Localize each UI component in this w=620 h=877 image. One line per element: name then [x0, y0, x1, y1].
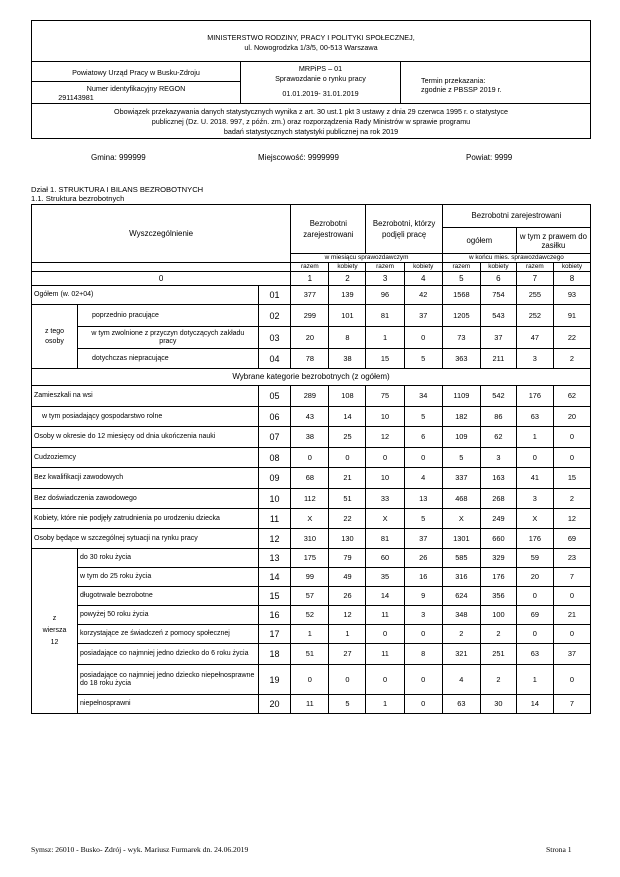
cell: 52 — [291, 606, 329, 625]
cell: 41 — [516, 468, 553, 489]
row-label: długotrwale bezrobotne — [78, 587, 259, 606]
cell: 249 — [480, 509, 516, 529]
office-name: Powiatowy Urząd Pracy w Busku-Zdroju — [72, 68, 200, 77]
cell: 0 — [366, 665, 404, 695]
cell: 1 — [516, 665, 553, 695]
cell: 34 — [404, 386, 442, 407]
cell: 0 — [553, 625, 590, 644]
cell: 1 — [291, 625, 329, 644]
cell: 4 — [404, 468, 442, 489]
cell: 23 — [553, 549, 590, 568]
cell: 1568 — [442, 286, 480, 305]
cell: 75 — [366, 386, 404, 407]
cell: 585 — [442, 549, 480, 568]
cell: 0 — [291, 448, 329, 468]
cell: 69 — [516, 606, 553, 625]
cell: 14 — [516, 695, 553, 714]
cell: 26 — [404, 549, 442, 568]
header-kobiety: kobiety — [329, 263, 366, 272]
cell: 3 — [480, 448, 516, 468]
cell: 79 — [329, 549, 366, 568]
cell: 62 — [553, 386, 590, 407]
cell: 51 — [291, 644, 329, 665]
header-ogolem: ogółem — [442, 228, 516, 254]
cell: 10 — [366, 407, 404, 427]
wyszczegolnienie-header: Wyszczególnienie — [32, 205, 291, 263]
cell: 96 — [366, 286, 404, 305]
cell: 329 — [480, 549, 516, 568]
col-number: 5 — [442, 272, 480, 286]
cell: 0 — [329, 448, 366, 468]
cell: 5 — [404, 509, 442, 529]
cell: 268 — [480, 489, 516, 509]
cell: 11 — [291, 695, 329, 714]
row-label: Bez doświadczenia zawodowego — [32, 489, 259, 509]
regon-value: 291143981 — [58, 93, 94, 102]
table-row — [32, 529, 591, 549]
header-kobiety: kobiety — [480, 263, 516, 272]
cell: 43 — [291, 407, 329, 427]
row-code: 02 — [258, 305, 291, 327]
table-row — [32, 286, 591, 305]
row-code: 19 — [258, 665, 291, 695]
cell: 51 — [329, 489, 366, 509]
table-row — [32, 587, 591, 606]
row-label: w tym posiadający gospodarstwo rolne — [32, 407, 259, 427]
cell: 0 — [404, 625, 442, 644]
cell: 211 — [480, 349, 516, 369]
report-period: 01.01.2019- 31.01.2019 — [282, 89, 359, 98]
cell: 252 — [516, 305, 553, 327]
table-row — [32, 549, 591, 568]
cell: 0 — [516, 448, 553, 468]
cell: 73 — [442, 327, 480, 349]
cell: 660 — [480, 529, 516, 549]
row-code: 13 — [258, 549, 291, 568]
col-number: 4 — [404, 272, 442, 286]
gmina: Gmina: 999999 — [91, 153, 146, 162]
row-label: do 30 roku życia — [78, 549, 259, 568]
cell: 2 — [480, 665, 516, 695]
cell: 5 — [329, 695, 366, 714]
footer-page-number: Strona 1 — [546, 845, 572, 854]
cell: X — [366, 509, 404, 529]
legal-line-1: Obowiązek przekazywania danych statystycznych wynika z art. 30 ust.1 pkt 3 ustawy z dnia 29 czerwca 1995 r. o statystyce — [114, 107, 508, 116]
table-row — [32, 407, 591, 427]
cell: 47 — [516, 327, 553, 349]
table-row — [32, 427, 591, 448]
cell: 21 — [329, 468, 366, 489]
regon-label: Numer identyfikacyjny REGON — [86, 84, 186, 93]
form-code: MRPiPS – 01 — [298, 64, 343, 73]
row-code: 03 — [258, 327, 291, 349]
cell: 0 — [291, 665, 329, 695]
row-label: Osoby w okresie do 12 miesięcy od dnia ukończenia nauki — [32, 427, 259, 448]
row-label: Bez kwalifikacji zawodowych — [32, 468, 259, 489]
table-row — [32, 568, 591, 587]
cell: 68 — [291, 468, 329, 489]
row-label: Ogółem (w. 02+04) — [32, 286, 259, 305]
col-number: 3 — [366, 272, 404, 286]
header-bezrobotni-zarejestrowani: Bezrobotni zarejestrowani — [291, 205, 366, 254]
footer-left: Symsz: 26010 - Busko- Zdrój - wyk. Mariusz Furmarek dn. 24.06.2019 — [31, 845, 249, 854]
cell: 0 — [366, 448, 404, 468]
row-code: 04 — [258, 349, 291, 369]
deadline-value: zgodnie z PBSSP 2019 r. — [421, 85, 502, 94]
cell: 468 — [442, 489, 480, 509]
cell: 337 — [442, 468, 480, 489]
cell: 0 — [404, 695, 442, 714]
cell: 251 — [480, 644, 516, 665]
cell: 0 — [516, 587, 553, 606]
header-w-koncu: w końcu mies. sprawozdawczego — [442, 254, 590, 263]
cell: 1 — [366, 695, 404, 714]
cell: 93 — [553, 286, 590, 305]
row-code: 01 — [258, 286, 291, 305]
table-row — [32, 695, 591, 714]
cell: 1 — [329, 625, 366, 644]
table-row — [32, 606, 591, 625]
cell: 57 — [291, 587, 329, 606]
cell: 2 — [442, 625, 480, 644]
cell: 176 — [516, 529, 553, 549]
cell: 12 — [366, 427, 404, 448]
col-number: 0 — [32, 272, 291, 286]
cell: 0 — [553, 665, 590, 695]
row-label: poprzednio pracujące — [78, 305, 259, 327]
table-row — [32, 349, 591, 369]
cell: 5 — [404, 349, 442, 369]
cell: 109 — [442, 427, 480, 448]
row-code: 12 — [258, 529, 291, 549]
header-razem: razem — [366, 263, 404, 272]
cell: 12 — [329, 606, 366, 625]
cell: 108 — [329, 386, 366, 407]
col-number: 7 — [516, 272, 553, 286]
header-razem: razem — [516, 263, 553, 272]
deadline-label: Termin przekazania: — [421, 76, 486, 85]
cell: 175 — [291, 549, 329, 568]
header-razem: razem — [291, 263, 329, 272]
cell: 7 — [553, 695, 590, 714]
cell: 81 — [366, 305, 404, 327]
cell: 37 — [553, 644, 590, 665]
cell: 25 — [329, 427, 366, 448]
cell: 13 — [404, 489, 442, 509]
table-row — [32, 509, 591, 529]
cell: 255 — [516, 286, 553, 305]
cell: 20 — [516, 568, 553, 587]
report-title: Sprawozdanie o rynku pracy — [275, 74, 366, 83]
cell: 22 — [329, 509, 366, 529]
cell: 1 — [366, 327, 404, 349]
cell: 348 — [442, 606, 480, 625]
cell: 176 — [480, 568, 516, 587]
cell: 3 — [516, 349, 553, 369]
header-z-prawem: w tym z prawem do zasiłku — [516, 228, 590, 254]
header-zarejestrowani-group: Bezrobotni zarejestrowani — [442, 205, 590, 228]
cell: 0 — [404, 448, 442, 468]
table-row — [32, 327, 591, 349]
row-code: 09 — [258, 468, 291, 489]
cell: 62 — [480, 427, 516, 448]
row-label: Kobiety, które nie podjęły zatrudnienia po urodzeniu dziecka — [32, 509, 259, 529]
cell: 27 — [329, 644, 366, 665]
cell: 11 — [366, 644, 404, 665]
row-code: 16 — [258, 606, 291, 625]
cell: X — [442, 509, 480, 529]
cell: 9 — [404, 587, 442, 606]
cell: 0 — [404, 665, 442, 695]
powiat: Powiat: 9999 — [466, 153, 513, 162]
cell: 14 — [366, 587, 404, 606]
row-label: Cudzoziemcy — [32, 448, 259, 468]
ministry-address: ul. Nowogrodzka 1/3/5, 00-513 Warszawa — [244, 43, 378, 52]
cell: 10 — [366, 468, 404, 489]
cell: 176 — [516, 386, 553, 407]
col-number: 1 — [291, 272, 329, 286]
cell: 12 — [553, 509, 590, 529]
side-label-12: 12 — [50, 639, 59, 646]
header-razem: razem — [442, 263, 480, 272]
cell: 377 — [291, 286, 329, 305]
miejscowosc: Miejscowość: 9999999 — [258, 153, 339, 162]
cell: 2 — [480, 625, 516, 644]
cell: 112 — [291, 489, 329, 509]
cell: 0 — [516, 625, 553, 644]
table-row — [32, 489, 591, 509]
side-label-z-wiersza-12 — [32, 549, 78, 714]
cell: 99 — [291, 568, 329, 587]
cell: 1301 — [442, 529, 480, 549]
cell: 42 — [404, 286, 442, 305]
cell: 16 — [404, 568, 442, 587]
row-code: 18 — [258, 644, 291, 665]
cell: 15 — [366, 349, 404, 369]
cell: 20 — [553, 407, 590, 427]
cell: 6 — [404, 427, 442, 448]
cell: 163 — [480, 468, 516, 489]
cell: 22 — [553, 327, 590, 349]
cell: 37 — [404, 529, 442, 549]
cell: 38 — [329, 349, 366, 369]
row-code: 17 — [258, 625, 291, 644]
row-label: w tym do 25 roku życia — [78, 568, 259, 587]
cell: 63 — [516, 407, 553, 427]
cell: 299 — [291, 305, 329, 327]
row-label: w tym zwolnione z przyczyn dotyczących zakładu pracy — [78, 327, 259, 349]
table-row — [32, 386, 591, 407]
table-row — [32, 305, 591, 327]
row-code: 06 — [258, 407, 291, 427]
cell: 101 — [329, 305, 366, 327]
cell: 14 — [329, 407, 366, 427]
cell: 8 — [329, 327, 366, 349]
cell: 0 — [553, 427, 590, 448]
col-number: 8 — [553, 272, 590, 286]
cell: 2 — [553, 349, 590, 369]
cell: 63 — [442, 695, 480, 714]
section-subtitle: 1.1. Struktura bezrobotnych — [31, 194, 125, 203]
side-label-z-tego-osoby: z tego osoby — [32, 305, 78, 369]
header-w-miesiacu: w miesiącu sprawozdawczym — [291, 254, 443, 263]
cell: 2 — [553, 489, 590, 509]
cell: X — [516, 509, 553, 529]
cell: 139 — [329, 286, 366, 305]
row-code: 20 — [258, 695, 291, 714]
cell: 11 — [366, 606, 404, 625]
cell: 37 — [480, 327, 516, 349]
cell: 33 — [366, 489, 404, 509]
cell: 1109 — [442, 386, 480, 407]
row-label: niepełnosprawni — [78, 695, 259, 714]
row-label: korzystające ze świadczeń z pomocy społecznej — [78, 625, 259, 644]
cell: X — [291, 509, 329, 529]
legal-line-2: publicznej (Dz. U. 2018. 997, z późn. zm.) oraz rozporządzenia Rady Ministrów w sprawie programu — [151, 117, 471, 126]
cell: 543 — [480, 305, 516, 327]
cell: 754 — [480, 286, 516, 305]
wybrane-kategorie-header: Wybrane kategorie bezrobotnych (z ogółem) — [32, 369, 591, 386]
cell: 59 — [516, 549, 553, 568]
row-code: 11 — [258, 509, 291, 529]
row-label: Osoby będące w szczególnej sytuacji na rynku pracy — [32, 529, 259, 549]
header-kobiety: kobiety — [553, 263, 590, 272]
cell: 0 — [553, 587, 590, 606]
col-number: 2 — [329, 272, 366, 286]
table-row — [32, 665, 591, 695]
cell: 37 — [404, 305, 442, 327]
cell: 0 — [366, 625, 404, 644]
cell: 91 — [553, 305, 590, 327]
cell: 363 — [442, 349, 480, 369]
row-code: 07 — [258, 427, 291, 448]
cell: 78 — [291, 349, 329, 369]
structure-table — [31, 204, 591, 714]
cell: 0 — [553, 448, 590, 468]
row-label: powyżej 50 roku życia — [78, 606, 259, 625]
cell: 5 — [442, 448, 480, 468]
cell: 100 — [480, 606, 516, 625]
ministry-name: MINISTERSTWO RODZINY, PRACY I POLITYKI SPOŁECZNEJ, — [207, 33, 415, 42]
cell: 356 — [480, 587, 516, 606]
cell: 3 — [516, 489, 553, 509]
cell: 289 — [291, 386, 329, 407]
cell: 130 — [329, 529, 366, 549]
cell: 0 — [404, 327, 442, 349]
cell: 86 — [480, 407, 516, 427]
col-number: 6 — [480, 272, 516, 286]
cell: 30 — [480, 695, 516, 714]
header-podjeli-prace: Bezrobotni, którzy podjęli pracę — [366, 205, 442, 254]
cell: 81 — [366, 529, 404, 549]
cell: 63 — [516, 644, 553, 665]
cell: 5 — [404, 407, 442, 427]
cell: 38 — [291, 427, 329, 448]
section-title: Dział 1. STRUKTURA I BILANS BEZROBOTNYCH — [31, 185, 204, 194]
cell: 21 — [553, 606, 590, 625]
cell: 316 — [442, 568, 480, 587]
row-code: 10 — [258, 489, 291, 509]
row-code: 08 — [258, 448, 291, 468]
side-label-z: z — [52, 615, 57, 622]
cell: 20 — [291, 327, 329, 349]
cell: 0 — [329, 665, 366, 695]
cell: 49 — [329, 568, 366, 587]
cell: 7 — [553, 568, 590, 587]
legal-line-3: badań statystycznych statystyki publicznej na rok 2019 — [223, 127, 399, 136]
cell: 4 — [442, 665, 480, 695]
header-spacer — [32, 263, 291, 272]
header-kobiety: kobiety — [404, 263, 442, 272]
cell: 69 — [553, 529, 590, 549]
table-row — [32, 625, 591, 644]
cell: 8 — [404, 644, 442, 665]
table-row — [32, 468, 591, 489]
cell: 310 — [291, 529, 329, 549]
cell: 60 — [366, 549, 404, 568]
cell: 542 — [480, 386, 516, 407]
cell: 321 — [442, 644, 480, 665]
cell: 26 — [329, 587, 366, 606]
cell: 3 — [404, 606, 442, 625]
row-label: Zamieszkali na wsi — [32, 386, 259, 407]
table-row — [32, 448, 591, 468]
cell: 15 — [553, 468, 590, 489]
row-label: posiadające co najmniej jedno dziecko do 6 roku życia — [78, 644, 259, 665]
row-code: 14 — [258, 568, 291, 587]
table-row — [32, 644, 591, 665]
side-label-wiersza: wiersza — [42, 627, 67, 634]
cell: 35 — [366, 568, 404, 587]
cell: 1 — [516, 427, 553, 448]
cell: 1205 — [442, 305, 480, 327]
row-label: posiadające co najmniej jedno dziecko niepełnosprawne do 18 roku życia — [78, 665, 259, 695]
cell: 182 — [442, 407, 480, 427]
cell: 624 — [442, 587, 480, 606]
row-label: dotychczas niepracujące — [78, 349, 259, 369]
row-code: 15 — [258, 587, 291, 606]
row-code: 05 — [258, 386, 291, 407]
